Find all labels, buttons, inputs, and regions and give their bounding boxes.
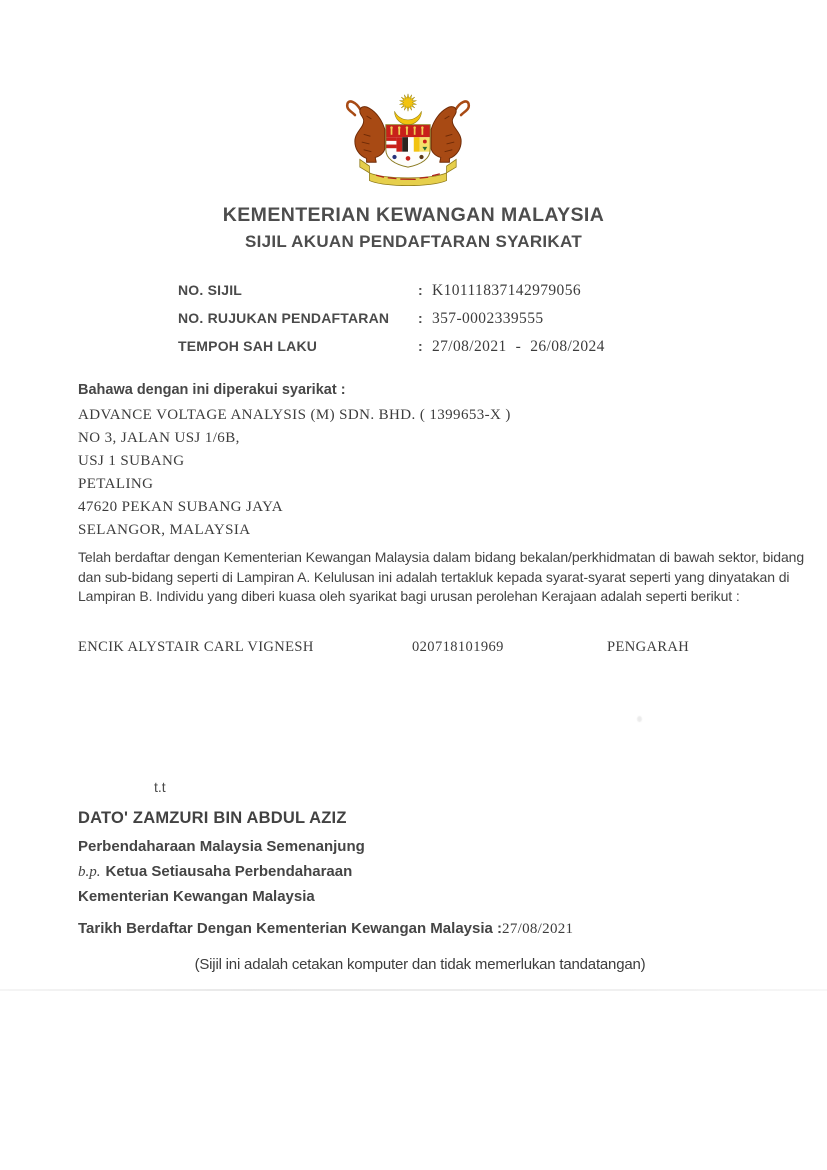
tempoh-label: TEMPOH SAH LAKU: [178, 338, 318, 354]
company-intro: Bahawa dengan ini diperakui syarikat :: [78, 382, 346, 398]
behalf-prefix: b.p.: [78, 864, 101, 880]
registration-date-label: Tarikh Berdaftar Dengan Kementerian Kewangan Malaysia :: [78, 920, 503, 937]
no-rujukan-colon: :: [418, 310, 423, 326]
company-name: ADVANCE VOLTAGE ANALYSIS (M) SDN. BHD. ( 1399653-X ): [78, 407, 511, 423]
signatory-ministry: Kementerian Kewangan Malaysia: [78, 888, 315, 905]
tempoh-value: [432, 338, 605, 356]
no-sijil-value: K10111837142979056: [432, 282, 581, 299]
no-rujukan-label: NO. RUJUKAN PENDAFTARAN: [178, 310, 390, 326]
tempoh-colon: :: [418, 338, 423, 354]
registration-date-line: [78, 920, 573, 938]
company-address-line: PETALING: [78, 476, 154, 492]
no-sijil-colon: :: [418, 282, 423, 298]
malaysia-coat-of-arms-icon: [338, 90, 478, 196]
signatory-office: Perbendaharaan Malaysia Semenanjung: [78, 838, 365, 855]
company-address-line: USJ 1 SUBANG: [78, 453, 185, 469]
registration-statement: Telah berdaftar dengan Kementerian Kewangan Malaysia dalam bidang bekalan/perkhidmatan di bawah sektor, bidang dan sub-bidang seperti di Lampiran A. Kelulusan ini adalah tertakluk kepada syarat-syarat seperti yang dinyatakan di Lampiran B. Individu yang diberi kuasa oleh syarikat bagi urusan perolehan Kerajaan adalah seperti berikut :: [78, 549, 805, 604]
tempoh-dash: -: [515, 338, 522, 355]
company-address-line: SELANGOR, MALAYSIA: [78, 522, 251, 538]
scan-artifact-line: [0, 989, 827, 991]
field-no-sijil: [0, 282, 827, 302]
company-address-line: NO 3, JALAN USJ 1/6B,: [78, 430, 240, 446]
field-no-rujukan: [0, 310, 827, 330]
tempoh-from: 27/08/2021: [432, 338, 507, 355]
signatory-behalf-line: [78, 863, 352, 881]
signature-tt-mark: t.t: [154, 779, 166, 795]
computer-printed-note: (Sijil ini adalah cetakan komputer dan tidak memerlukan tandatangan): [194, 956, 646, 973]
certificate-title: SIJIL AKUAN PENDAFTARAN SYARIKAT: [244, 232, 583, 251]
no-rujukan-value: 357-0002339555: [432, 310, 544, 327]
signatory-name: DATO' ZAMZURI BIN ABDUL AZIZ: [78, 809, 347, 827]
ministry-title: KEMENTERIAN KEWANGAN MALAYSIA: [222, 204, 605, 226]
authorized-person-name: ENCIK ALYSTAIR CARL VIGNESH: [78, 639, 314, 655]
field-tempoh-sah-laku: [0, 338, 827, 358]
registration-date-value: 27/08/2021: [502, 921, 574, 937]
company-address-line: 47620 PEKAN SUBANG JAYA: [78, 499, 283, 515]
no-sijil-label: NO. SIJIL: [178, 282, 243, 298]
tempoh-to: 26/08/2024: [530, 338, 605, 355]
authorized-person-position: PENGARAH: [607, 639, 690, 655]
behalf-title: Ketua Setiausaha Perbendaharaan: [105, 863, 353, 880]
authorized-person-id: 020718101969: [412, 639, 504, 655]
scan-speck: [637, 716, 642, 722]
